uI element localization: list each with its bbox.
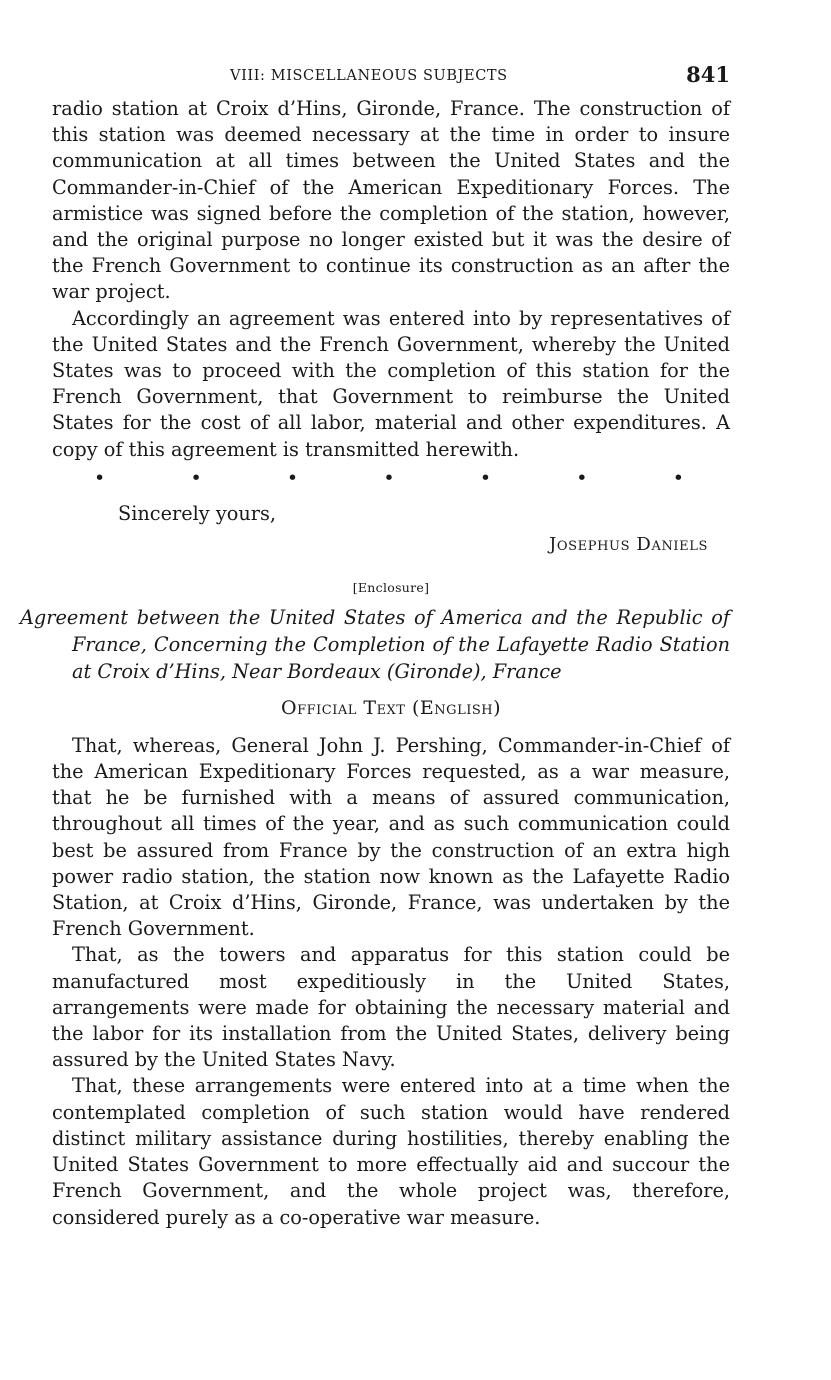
document-page	[20, 60, 730, 1231]
running-head-title: VIII: MISCELLANEOUS SUBJECTS	[230, 68, 508, 84]
letter-paragraph: radio station at Croix d’Hins, Gironde, France. The construction of this station was deemed necessary at the time in order to insure communication at all times between the United States and the Commander-in-Chief of the American Expeditionary Forces. The armistice was signed before the completion of the station, however, and the original purpose no longer existed but it was the desire of the French Government to continue its construction as an after the war project.	[52, 97, 730, 304]
agreement-paragraph: That, as the towers and apparatus for this station could be manufactured most expeditiously in the United States, arrangements were made for obtaining the necessary material and the labor for its installation from the United States, delivery being assured by the United States Navy.	[52, 943, 730, 1072]
ellipsis-dot: •	[190, 466, 202, 489]
running-head	[52, 60, 730, 96]
letter-paragraph: Accordingly an agreement was entered into by representatives of the United States and the French Government, whereby the United States was to proceed with the completion of this station for the French Government, that Government to reimburse the United States for the cost of all labor, material and other expenditures. A copy of this agreement is transmitted herewith.	[52, 306, 730, 461]
letter-closing: Sincerely yours,	[118, 501, 276, 525]
agreement-title: Agreement between the United States of America and the Republic of France, Concerning the Completion of the Lafayette Radio Station at Croix d’Hins, Near Bordeaux (Gironde), France	[20, 605, 730, 683]
letter-signature: Josephus Daniels	[549, 533, 708, 555]
ellipsis-dot: •	[383, 466, 395, 489]
official-text-heading: Official Text (English)	[281, 696, 501, 719]
ellipsis-dot: •	[286, 466, 299, 489]
ellipsis-dot: •	[94, 466, 106, 489]
ellipsis-dot: •	[672, 466, 684, 489]
page-number: 841	[686, 62, 730, 87]
ellipsis-dot: •	[576, 466, 588, 489]
agreement-paragraph: That, these arrangements were entered into at a time when the contemplated completion of such station would have rendered distinct military assistance during hostilities, thereby enabling the United States Government to more effectually aid and succour the French Government, and the whole project was, therefore, considered purely as a co-operative war measure.	[52, 1074, 730, 1229]
agreement-paragraph: That, whereas, General John J. Pershing, Commander-in-Chief of the American Expeditionary Forces requested, as a war measure, that he be furnished with a means of assured communication, throughout all times of the year, and as such communication could best be assured from France by the construction of an extra high power radio station, the station now known as the Lafayette Radio Station, at Croix d’Hins, Gironde, France, was undertaken by the French Government.	[52, 733, 730, 941]
omission-ellipsis	[52, 465, 730, 491]
ellipsis-dot: •	[479, 466, 492, 489]
enclosure-label: [Enclosure]	[352, 579, 430, 595]
